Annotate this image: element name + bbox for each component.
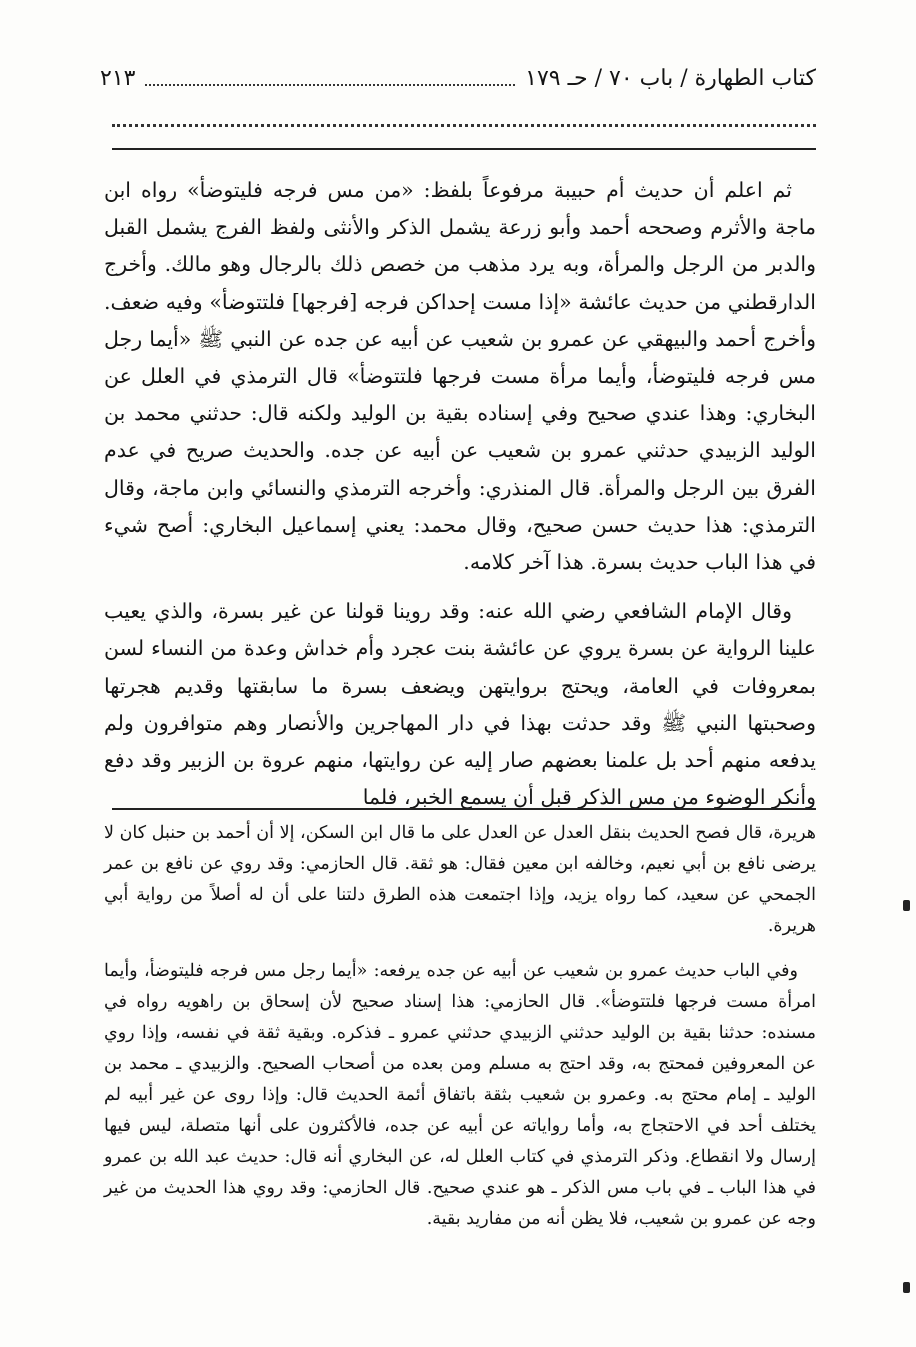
footnote-separator [112,808,816,810]
margin-mark [903,1282,910,1293]
header-leader-dots [145,70,515,86]
footnotes [104,818,816,1249]
main-text [104,172,816,828]
header-rule [112,148,816,150]
footnote-paragraph: وفي الباب حديث عمرو بن شعيب عن أبيه عن جده يرفعه: «أيما رجل مس فرجه فليتوضأ، وأيما امرأة مست فرجها فلتتوضأ». قال الحازمي: هذا إسناد صحيح لأن إسحاق بن راهويه رواه في مسنده: حدثنا بقية بن الوليد حدثني الزبيدي حدثني عمرو ـ فذكره. وبقية ثقة في نفسه، وإذا روي عن المعروفين فمحتج به، وقد احتج به مسلم ومن بعده من أصحاب الصحيح. والزبيدي ـ محمد بن الوليد ـ إمام محتج به. وعمرو بن شعيب بثقة باتفاق أئمة الحديث قال: وإذا روى عن غير أبيه لم يختلف أحد في الاحتجاج به، وأما رواياته عن أبيه عن جده، فالأكثرون على أنها متصلة، ليس فيها إرسال ولا انقطاع. وذكر الترمذي في كتاب العلل له، عن البخاري أنه قال: حديث عبد الله بن عمرو في هذا الباب ـ في باب مس الذكر ـ هو عندي صحيح. قال الحازمي: وقد روي هذا الحديث من غير وجه عن عمرو بن شعيب، فلا يظن أنه من مفاريد بقية. [104,961,816,1229]
main-paragraph: وقال الإمام الشافعي رضي الله عنه: وقد روينا قولنا عن غير بسرة، والذي يعيب علينا الرواية عن بسرة يروي عن عائشة بنت عجرد وأم خداش وعدة من النساء لسن بمعروفات في العامة، ويحتج بروايتهن ويضعف بسرة ما سابقتها وقديم هجرتها وصحبتها النبي ﷺ وقد حدثت بهذا في دار المهاجرين والأنصار وهم متوافرون ولم يدفعه منهم أحد بل علمنا بعضهم صار إليه عن روايتها، منهم عروة بن الزبير وقد دفع وأنكر الوضوء من مس الذكر قبل أن يسمع الخبر، فلما [104,599,816,810]
dotted-divider [112,124,816,127]
margin-mark [903,900,910,911]
main-paragraph: ثم اعلم أن حديث أم حبيبة مرفوعاً بلفظ: «من مس فرجه فليتوضأ» رواه ابن ماجة والأثرم وصححه أحمد وأبو زرعة يشمل الذكر والأنثى ولفظ الفرج يشمل القبل والدبر من الرجل والمرأة، وبه يرد مذهب من خصص ذلك بالرجال وهو مالك. وأخرج الدارقطني من حديث عائشة «إذا مست إحداكن فرجه [فرجها] فلتتوضأ» وفيه ضعف. وأخرج أحمد والبيهقي عن عمرو بن شعيب عن أبيه عن جده عن النبي ﷺ «أيما رجل مس فرجه فليتوضأ، وأيما مرأة مست فرجها فلتتوضأ» قال الترمذي في العلل عن البخاري: وهذا عندي صحيح وفي إسناده بقية بن الوليد ولكنه قال: حدثني محمد بن الوليد الزبيدي حدثني عمرو بن شعيب عن أبيه عن جده. والحديث صريح في عدم الفرق بين الرجل والمرأة. قال المنذري: وأخرجه الترمذي والنسائي وابن ماجة، وقال الترمذي: هذا حديث حسن صحيح، وقال محمد: يعني إسماعيل البخاري: أصح شيء في هذا الباب حديث بسرة. هذا آخر كلامه. [104,178,816,575]
running-header [100,58,816,98]
page-number: ٢١٣ [100,65,136,91]
header-title: كتاب الطهارة / باب ٧٠ / حـ ١٧٩ [525,65,816,91]
footnote-paragraph: هريرة، قال فصح الحديث بنقل العدل عن العدل على ما قال ابن السكن، إلا أن أحمد بن حنبل كان لا يرضى نافع بن أبي نعيم، وخالفه ابن معين فقال: هو ثقة. قال الحازمي: وقد روي عن نافع بن عمر الجمحي عن سعيد، كما رواه يزيد، وإذا اجتمعت هذه الطرق دلتنا على أن له أصلاً من رواية أبي هريرة. [104,823,816,936]
